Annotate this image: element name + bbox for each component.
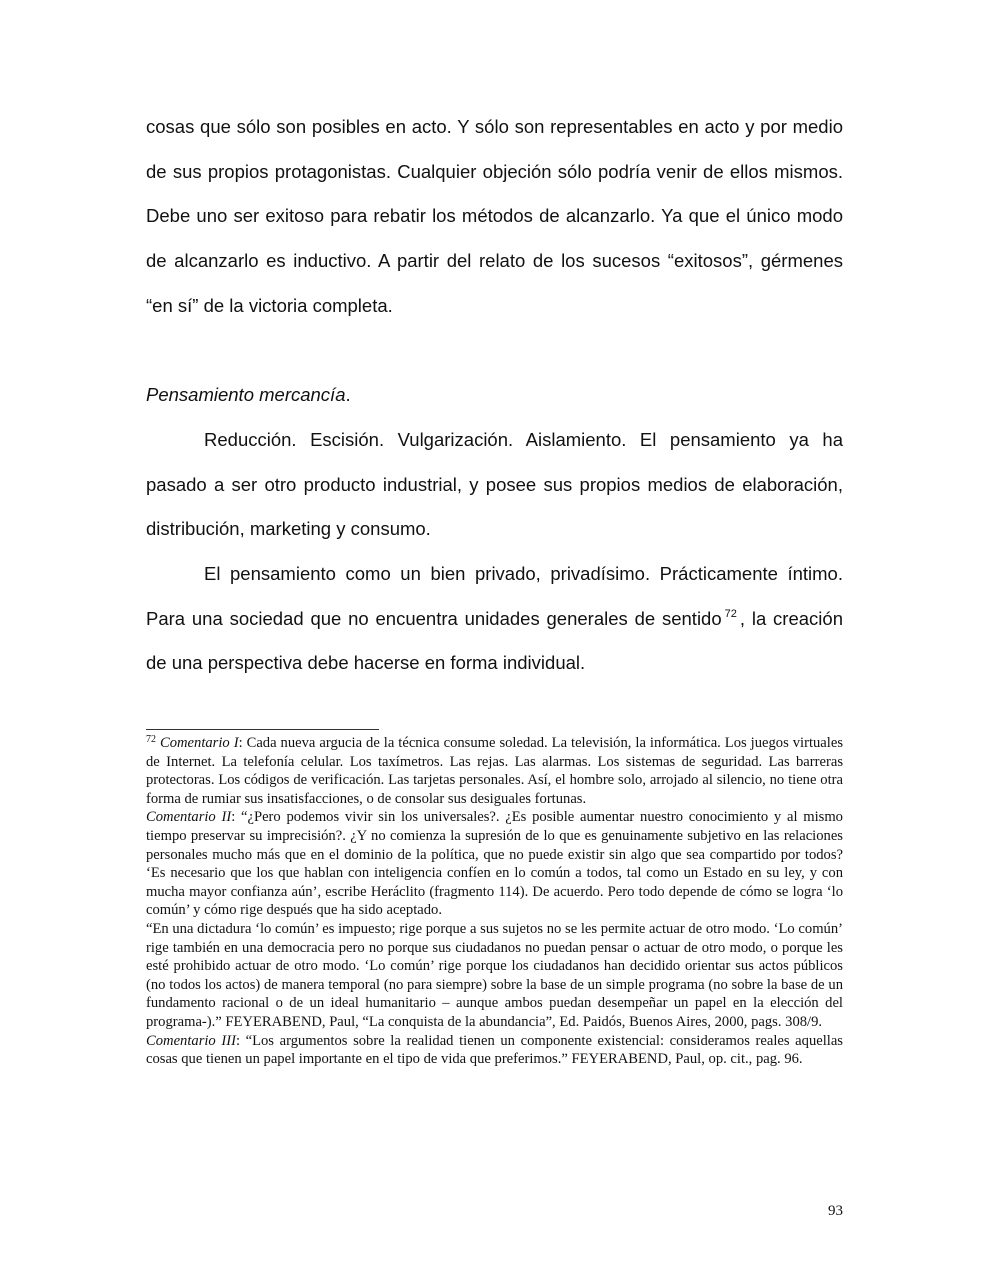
paragraph-text-after-ref: , la creación de una perspectiva debe hacerse en forma individual. xyxy=(146,607,843,674)
paragraph-text xyxy=(146,552,843,686)
footnote-comentario-3 xyxy=(146,1032,843,1069)
paragraph-pensamiento-privado xyxy=(146,552,843,686)
footnote-comentario-1 xyxy=(146,734,843,808)
footnote-label: Comentario III xyxy=(146,1032,236,1049)
footnote-reference[interactable]: 72 xyxy=(724,607,737,620)
section-heading-text: Pensamiento mercancía xyxy=(146,384,346,405)
footnote-text: : “Los argumentos sobre la realidad tienen un componente existencial: consideramos reales aquellas cosas que tienen un papel importante en el tipo de vida que preferimos.” FEYERABEND, Paul, op. cit., pag. 96. xyxy=(146,1032,843,1068)
footnote-label: Comentario I xyxy=(159,735,239,751)
paragraph-reduccion xyxy=(146,418,843,552)
page-number: 93 xyxy=(828,1203,843,1219)
paragraph-text: cosas que sólo son posibles en acto. Y sólo son representables en acto y por medio de sus propios protagonistas. Cualquier objeción sólo podría venir de ellos mismos. Debe uno ser exitoso para rebatir los métodos de alcanzarlo. Ya que el único modo de alcanzarlo es inductivo. A partir del relato de los sucesos “exitosos”, gérmenes “en sí” de la victoria completa. xyxy=(146,116,843,316)
footnote-text: : “¿Pero podemos vivir sin los universales?. ¿Es posible aumentar nuestro conocimiento y al mismo tiempo preservar su imprecisión?. ¿Y no comienza la supresión de lo que es genuinamente subjetivo en las relaciones personales mucho más que en el dominio de la política, que no puede existir sin algo que sea compartido por todos? ‘Es necesario que los que hablan con inteligencia confíen en lo común a todos, tal como un Estado en su ley, y con mucha mayor confianza aún’, escribe Heráclito (fragmento 114). De acuerdo. Pero todo depende de cómo se logra ‘lo común’ y cómo rige después que ha sido aceptado. xyxy=(146,809,843,919)
footnote-comentario-2-continuation: “En una dictadura ‘lo común’ es impuesto; rige porque a sus sujetos no se les permite actuar de otro modo. ‘Lo común’ rige también en una democracia pero no porque sus ciudadanos no puedan pensar o actuar de otro modo, o porque les esté prohibido actuar de otro modo. ‘Lo común’ rige porque los ciudadanos han decidido orientar sus actos públicos (no todos los actos) de manera temporal (no para siempre) sobre la base de un simple programa (no sobre la base de un fundamento racional o de un ideal humanitario – aunque ambos puedan desempeñar un papel en la elección del programa-).” FEYERABEND, Paul, “La conquista de la abundancia”, Ed. Paidós, Buenos Aires, 2000, pags. 308/9. xyxy=(146,920,843,1030)
footnote-separator xyxy=(146,729,379,730)
footnote-label: Comentario II xyxy=(146,809,232,826)
footnote-text: : Cada nueva argucia de la técnica consume soledad. La televisión, la informática. Los juegos virtuales de Internet. La telefonía celular. Los taxímetros. Las rejas. Las alarmas. Los sistemas de seguridad. Las barreras protectoras. Los códigos de verificación. Las tarjetas personales. Así, el hombre solo, arrojado al silencio, no tiene otra forma de rumiar sus insatisfacciones, o de consolar sus desiguales fortunas. xyxy=(146,735,843,807)
document-page xyxy=(146,0,843,1280)
footnote-number: 72 xyxy=(146,734,156,745)
section-heading-period: . xyxy=(345,384,351,405)
section-heading xyxy=(146,373,843,418)
paragraph-continuation xyxy=(146,105,843,329)
paragraph-text: Reducción. Escisión. Vulgarización. Aislamiento. El pensamiento ya ha pasado a ser otro producto industrial, y posee sus propios medios de elaboración, distribución, marketing y consumo. xyxy=(146,429,843,540)
footnote-comentario-2 xyxy=(146,808,843,920)
footnote-block xyxy=(146,734,843,1069)
paragraph-text-before-ref: El pensamiento como un bien privado, privadísimo. Prácticamente íntimo. Para una sociedad que no encuentra unidades generales de sentido xyxy=(146,563,843,629)
